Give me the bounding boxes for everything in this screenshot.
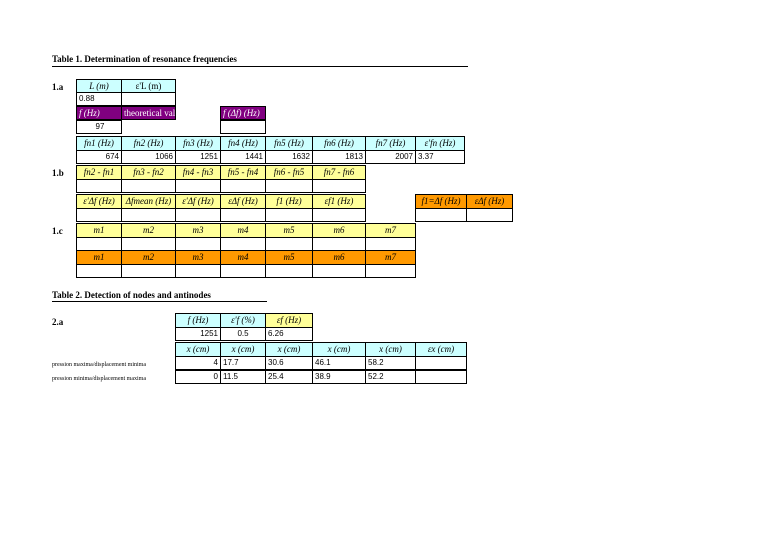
diff-value-6[interactable]	[312, 179, 366, 193]
t2-ef-header: εf (Hz)	[265, 313, 313, 328]
row1-x4[interactable]: 46.1	[312, 356, 366, 370]
m-header-1: m1	[76, 223, 122, 238]
t2-f-header: f (Hz)	[175, 313, 221, 328]
table1-title: Table 1. Determination of resonance frequencies	[52, 54, 237, 64]
stats-header-4: εΔf (Hz)	[220, 194, 266, 209]
diff-value-1[interactable]	[76, 179, 122, 193]
diff-header-2: fn3 - fn2	[121, 165, 176, 180]
diff-value-2[interactable]	[121, 179, 176, 193]
row2-x4[interactable]: 38.9	[312, 370, 366, 384]
f-delta-header: f (Δf) (Hz)	[220, 106, 266, 120]
m-header-2: m2	[121, 223, 176, 238]
x-header-3: x (cm)	[265, 342, 313, 357]
m-value-3[interactable]	[175, 237, 221, 251]
stats-header-5: f1 (Hz)	[265, 194, 313, 209]
m-orange-value-6[interactable]	[312, 264, 366, 278]
x-header-1: x (cm)	[175, 342, 221, 357]
L-value[interactable]: 0.88	[76, 92, 122, 106]
m-value-2[interactable]	[121, 237, 176, 251]
fn4-header: fn4 (Hz)	[220, 136, 266, 151]
m-header-6: m6	[312, 223, 366, 238]
efn-value[interactable]: 3.37	[415, 150, 465, 164]
fn7-value[interactable]: 2007	[365, 150, 416, 164]
stats-value-4[interactable]	[220, 208, 266, 222]
orange-header-2: εΔf (Hz)	[466, 194, 513, 209]
row2-x2[interactable]: 11.5	[220, 370, 266, 384]
fn6-value[interactable]: 1813	[312, 150, 366, 164]
stats-value-3[interactable]	[175, 208, 221, 222]
m-orange-header-1: m1	[76, 250, 122, 265]
efn-header: ε'fn (Hz)	[415, 136, 465, 151]
stats-header-3: ε'Δf (Hz)	[175, 194, 221, 209]
row1-x3[interactable]: 30.6	[265, 356, 313, 370]
stats-value-1[interactable]	[76, 208, 122, 222]
row1-ex[interactable]	[415, 356, 467, 370]
m-header-4: m4	[220, 223, 266, 238]
m-orange-header-7: m7	[365, 250, 416, 265]
orange-header-1: f1=Δf (Hz)	[415, 194, 467, 209]
diff-value-3[interactable]	[175, 179, 221, 193]
m-orange-value-3[interactable]	[175, 264, 221, 278]
row2-x1[interactable]: 0	[175, 370, 221, 384]
row2-x5[interactable]: 52.2	[365, 370, 416, 384]
m-header-3: m3	[175, 223, 221, 238]
row-label-pressure-maxima: pression maxima/displacement minima	[52, 362, 146, 368]
section-1a-label: 1.a	[52, 82, 64, 92]
f-header: f (Hz)	[76, 106, 122, 120]
m-orange-value-7[interactable]	[365, 264, 416, 278]
orange-value-2[interactable]	[466, 208, 513, 222]
m-value-4[interactable]	[220, 237, 266, 251]
fn7-header: fn7 (Hz)	[365, 136, 416, 151]
x-header-5: x (cm)	[365, 342, 416, 357]
fn3-value[interactable]: 1251	[175, 150, 221, 164]
m-orange-header-6: m6	[312, 250, 366, 265]
diff-header-1: fn2 - fn1	[76, 165, 122, 180]
m-value-7[interactable]	[365, 237, 416, 251]
row2-ex[interactable]	[415, 370, 467, 384]
diff-header-5: fn6 - fn5	[265, 165, 313, 180]
fn5-header: fn5 (Hz)	[265, 136, 313, 151]
diff-header-6: fn7 - fn6	[312, 165, 366, 180]
m-orange-header-3: m3	[175, 250, 221, 265]
eL-header: ε'L (m)	[121, 79, 176, 93]
row-label-pressure-minima: pression minima/displacement maxima	[52, 376, 146, 382]
L-header: L (m)	[76, 79, 122, 93]
m-orange-value-1[interactable]	[76, 264, 122, 278]
m-orange-value-2[interactable]	[121, 264, 176, 278]
ex-header: εx (cm)	[415, 342, 467, 357]
m-header-7: m7	[365, 223, 416, 238]
m-value-6[interactable]	[312, 237, 366, 251]
m-orange-value-5[interactable]	[265, 264, 313, 278]
fn3-header: fn3 (Hz)	[175, 136, 221, 151]
t2-ef-percent-value[interactable]: 0.5	[220, 327, 266, 341]
fn1-value[interactable]: 674	[76, 150, 122, 164]
row1-x1[interactable]: 4	[175, 356, 221, 370]
stats-header-1: ε'Δf (Hz)	[76, 194, 122, 209]
fn2-header: fn2 (Hz)	[121, 136, 176, 151]
m-orange-header-4: m4	[220, 250, 266, 265]
diff-value-4[interactable]	[220, 179, 266, 193]
x-header-2: x (cm)	[220, 342, 266, 357]
m-orange-header-2: m2	[121, 250, 176, 265]
f-delta-value[interactable]	[220, 120, 266, 134]
row2-x3[interactable]: 25.4	[265, 370, 313, 384]
section-2a-label: 2.a	[52, 317, 64, 327]
section-1c-label: 1.c	[52, 226, 63, 236]
f-value[interactable]: 97	[76, 120, 122, 134]
diff-header-3: fn4 - fn3	[175, 165, 221, 180]
stats-header-2: Δfmean (Hz)	[121, 194, 176, 209]
fn5-value[interactable]: 1632	[265, 150, 313, 164]
m-orange-header-5: m5	[265, 250, 313, 265]
row1-x5[interactable]: 58.2	[365, 356, 416, 370]
stats-value-2[interactable]	[121, 208, 176, 222]
m-orange-value-4[interactable]	[220, 264, 266, 278]
x-header-4: x (cm)	[312, 342, 366, 357]
t2-f-value[interactable]: 1251	[175, 327, 221, 341]
section-1b-label: 1.b	[52, 168, 64, 178]
t2-ef-percent-header: ε'f (%)	[220, 313, 266, 328]
fn2-value[interactable]: 1066	[121, 150, 176, 164]
fn4-value[interactable]: 1441	[220, 150, 266, 164]
fn6-header: fn6 (Hz)	[312, 136, 366, 151]
stats-value-5[interactable]	[265, 208, 313, 222]
eL-value[interactable]	[121, 92, 176, 106]
table2-title-rule	[52, 301, 267, 302]
theoretical-header: theoretical val	[121, 106, 176, 120]
table2-title: Table 2. Detection of nodes and antinodes	[52, 290, 211, 300]
stats-value-6[interactable]	[312, 208, 366, 222]
diff-value-5[interactable]	[265, 179, 313, 193]
m-value-1[interactable]	[76, 237, 122, 251]
m-header-5: m5	[265, 223, 313, 238]
t2-ef-value[interactable]: 6.26	[265, 327, 313, 341]
orange-value-1[interactable]	[415, 208, 467, 222]
m-value-5[interactable]	[265, 237, 313, 251]
diff-header-4: fn5 - fn4	[220, 165, 266, 180]
fn1-header: fn1 (Hz)	[76, 136, 122, 151]
stats-header-6: εf1 (Hz)	[312, 194, 366, 209]
table1-title-rule	[52, 66, 468, 67]
row1-x2[interactable]: 17.7	[220, 356, 266, 370]
